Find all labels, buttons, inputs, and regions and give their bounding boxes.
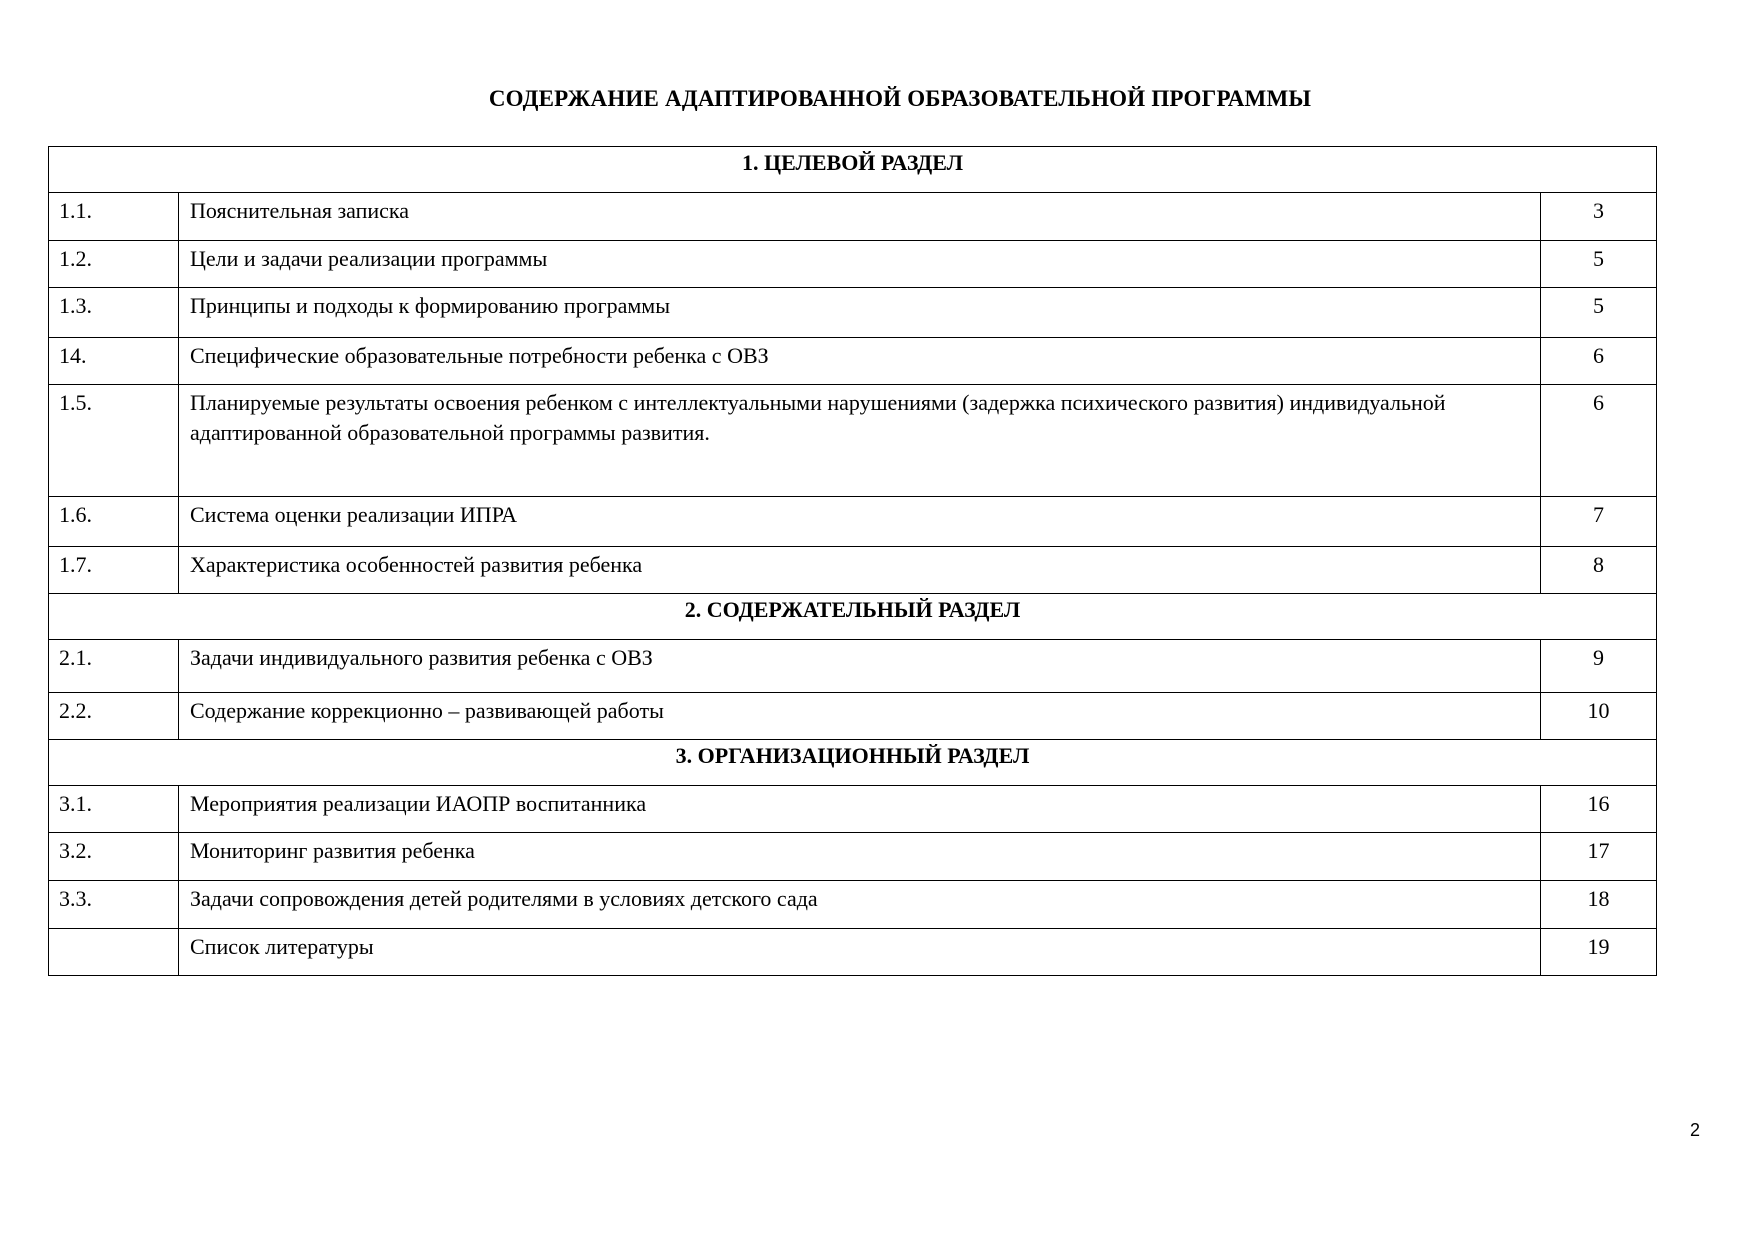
toc-item-title: Задачи индивидуального развития ребенка с ОВЗ	[179, 640, 1541, 693]
toc-item-page: 16	[1541, 786, 1657, 833]
toc-item-title: Планируемые результаты освоения ребенком с интеллектуальными нарушениями (задержка психического развития) индивидуальной адаптированной образовательной программы развития.	[179, 385, 1541, 497]
toc-item-page: 6	[1541, 385, 1657, 497]
toc-item-number: 3.2.	[49, 833, 179, 881]
toc-row	[49, 288, 1657, 338]
toc-item-number: 3.3.	[49, 881, 179, 929]
toc-row	[49, 241, 1657, 288]
toc-item-page: 17	[1541, 833, 1657, 881]
page-title: СОДЕРЖАНИЕ АДАПТИРОВАННОЙ ОБРАЗОВАТЕЛЬНОЙ ПРОГРАММЫ	[488, 86, 1312, 111]
toc-item-title: Цели и задачи реализации программы	[179, 241, 1541, 288]
toc-item-page: 8	[1541, 547, 1657, 594]
toc-item-page: 19	[1541, 929, 1657, 976]
toc-item-title: Пояснительная записка	[179, 193, 1541, 241]
toc-item-page: 10	[1541, 693, 1657, 740]
toc-row	[49, 833, 1657, 881]
toc-row	[49, 497, 1657, 547]
section-heading-row	[49, 740, 1657, 786]
toc-row	[49, 881, 1657, 929]
toc-row	[49, 786, 1657, 833]
toc-item-title: Мониторинг развития ребенка	[179, 833, 1541, 881]
toc-item-page: 3	[1541, 193, 1657, 241]
toc-item-title: Задачи сопровождения детей родителями в условиях детского сада	[179, 881, 1541, 929]
toc-item-number: 1.6.	[49, 497, 179, 547]
table-of-contents	[48, 146, 1657, 976]
toc-item-title: Специфические образовательные потребности ребенка с ОВЗ	[179, 338, 1541, 385]
toc-row	[49, 385, 1657, 497]
toc-item-number: 1.3.	[49, 288, 179, 338]
toc-item-title: Список литературы	[179, 929, 1541, 976]
section-heading-1: 1. ЦЕЛЕВОЙ РАЗДЕЛ	[49, 147, 1657, 193]
toc-item-number: 14.	[49, 338, 179, 385]
section-heading-3: 3. ОРГАНИЗАЦИОННЫЙ РАЗДЕЛ	[49, 740, 1657, 786]
toc-item-page: 9	[1541, 640, 1657, 693]
toc-item-title: Содержание коррекционно – развивающей работы	[179, 693, 1541, 740]
toc-item-number: 1.7.	[49, 547, 179, 594]
toc-item-page: 7	[1541, 497, 1657, 547]
toc-item-number	[49, 929, 179, 976]
toc-row	[49, 338, 1657, 385]
toc-item-number: 1.1.	[49, 193, 179, 241]
toc-item-number: 2.2.	[49, 693, 179, 740]
toc-row	[49, 693, 1657, 740]
toc-item-title: Характеристика особенностей развития ребенка	[179, 547, 1541, 594]
toc-item-page: 6	[1541, 338, 1657, 385]
toc-item-page: 18	[1541, 881, 1657, 929]
toc-item-number: 1.5.	[49, 385, 179, 497]
toc-row	[49, 929, 1657, 976]
toc-row	[49, 193, 1657, 241]
toc-row	[49, 640, 1657, 693]
toc-item-number: 1.2.	[49, 241, 179, 288]
section-heading-row	[49, 594, 1657, 640]
toc-item-title: Система оценки реализации ИПРА	[179, 497, 1541, 547]
toc-item-page: 5	[1541, 288, 1657, 338]
toc-item-title: Мероприятия реализации ИАОПР воспитанника	[179, 786, 1541, 833]
section-heading-row	[49, 147, 1657, 193]
toc-row	[49, 547, 1657, 594]
page-number: 2	[1690, 1120, 1701, 1140]
toc-item-number: 2.1.	[49, 640, 179, 693]
toc-item-page: 5	[1541, 241, 1657, 288]
toc-item-title: Принципы и подходы к формированию программы	[179, 288, 1541, 338]
section-heading-2: 2. СОДЕРЖАТЕЛЬНЫЙ РАЗДЕЛ	[49, 594, 1657, 640]
toc-item-number: 3.1.	[49, 786, 179, 833]
